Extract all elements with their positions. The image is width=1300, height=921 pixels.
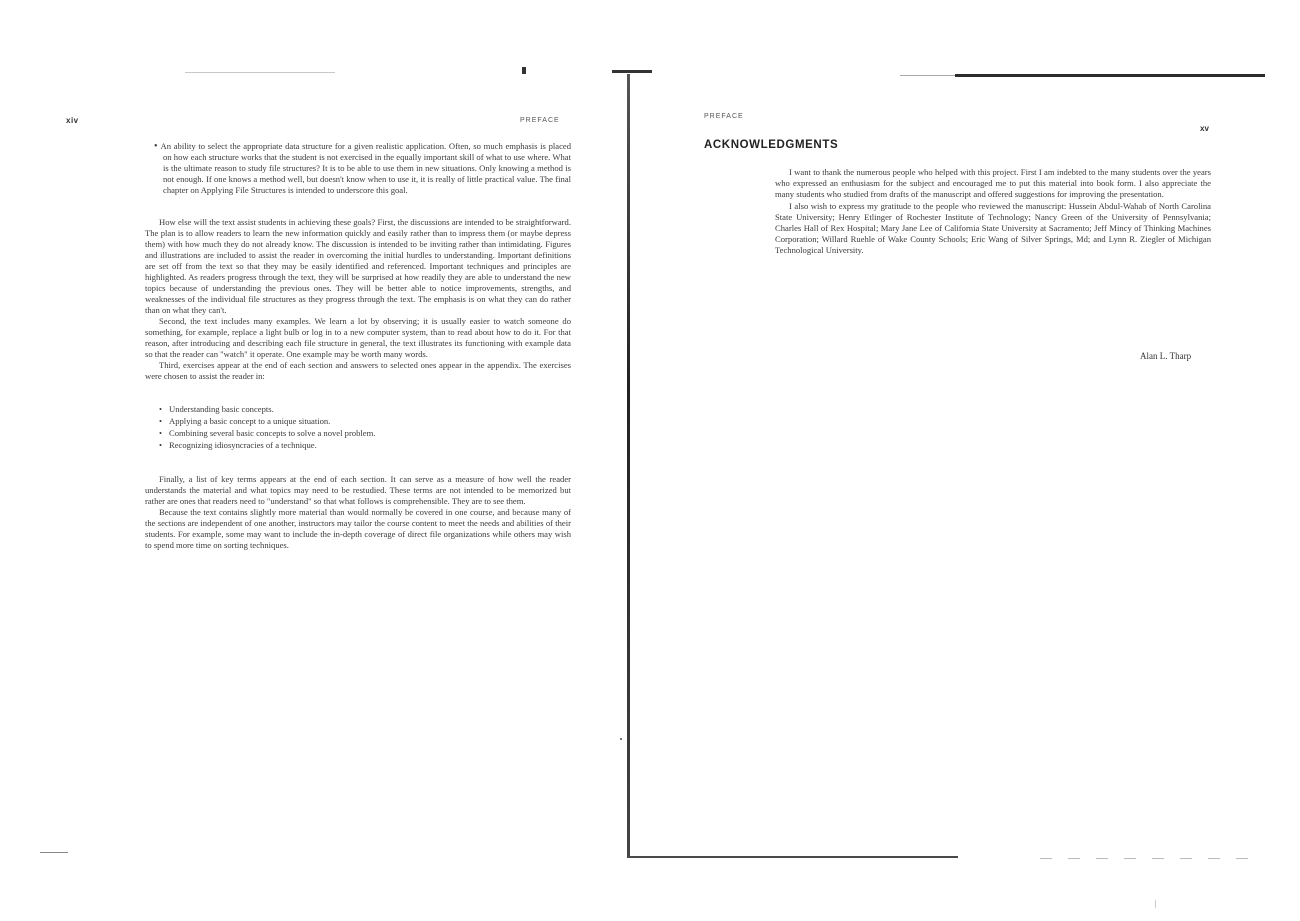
- gutter-spine: [627, 74, 630, 858]
- list-item: • Combining several basic concepts to solve a novel problem.: [159, 427, 571, 439]
- bullet-paragraph: [154, 141, 571, 196]
- scan-rule-top-right: [955, 74, 1265, 77]
- body-paragraph: Finally, a list of key terms appears at the end of each section. It can serve as a measure of how well the reader understands the material and what topics may need to be restudied. These terms are not intended to be memorized but rather are ones that readers need to "understand" so that what follows is comprehensible. They are to see them.: [145, 474, 571, 506]
- left-page-body: [145, 141, 571, 551]
- body-paragraph: Because the text contains slightly more material than would normally be covered in one course, and because many of the sections are independent of one another, instructors may tailor the course content to meet the needs and abilities of their students. For example, some may want to include the in-depth coverage of direct file organizations while others may wish to spend more time on sorting techniques.: [145, 507, 571, 550]
- scan-mark-edge: [1155, 900, 1156, 908]
- gutter-bottom-rule: [628, 856, 958, 858]
- running-head-right: PREFACE: [704, 113, 744, 120]
- scan-mark-bottom-right: [1040, 858, 1250, 859]
- body-paragraph: I want to thank the numerous people who helped with this project. First I am indebted to the many students over the years who expressed an enthusiasm for the subject and encouraged me to put this material into book form. I also appreciate the many students who studied from drafts of the manuscript and offered suggestions for improving the presentation.: [775, 167, 1211, 200]
- body-paragraph: Third, exercises appear at the end of each section and answers to selected ones appear in the appendix. The exercises were chosen to assist the reader in:: [145, 360, 571, 381]
- gutter-top-rule: [612, 70, 652, 73]
- list-item: • Recognizing idiosyncracies of a technique.: [159, 439, 571, 451]
- body-paragraph: How else will the text assist students in achieving these goals? First, the discussions are intended to be straightforward. The plan is to allow readers to learn the new information quickly and easily rather than to impress them (or maybe depress them) with how much they do not already know. The discussion is intended to be inviting rather than intimidating. Figures and illustrations are included to assist the reader in overcoming the initial hurdles to understanding. Important definitions are set off from the text so that they may be easily identified and referenced. Important techniques and principles are highlighted. As readers progress through the text, they will be surprised at how readily they are able to understand the new topics because of understanding the previous ones. They will be better able to notice improvements, strengths, and weaknesses of the individual file structures as they progress through the text. The emphasis is on what they can do rather than on what they can't.: [145, 217, 571, 315]
- right-page-body: [775, 167, 1211, 257]
- body-paragraph: I also wish to express my gratitude to the people who reviewed the manuscript: Hussein Abdul-Wahab of North Carolina State University; Henry Etlinger of Rochester Institute of Technology; Nancy Green of the University of Pennsylvania; Charles Hall of Rex Hospital; Mary Jane Lee of California State University at Sacramento; Jeff Mincy of Thinking Machines Corporation; Willard Ruehle of Wake County Schools; Eric Wang of Silver Springs, Md; and Lynn R. Ziegler of Michigan Technological University.: [775, 200, 1211, 256]
- scan-mark-bottom-left: [40, 852, 68, 853]
- list-item: • Applying a basic concept to a unique situation.: [159, 415, 571, 427]
- list-item: • Understanding basic concepts.: [159, 403, 571, 415]
- body-paragraph: Second, the text includes many examples. We learn a lot by observing; it is usually easier to watch someone do something, for example, replace a light bulb or log in to a new computer system, than to read about how to do it. For that reason, after introducing and describing each file structure in general, the text illustrates its functioning with example data so that the reader can "watch" it operate. One example may be worth many words.: [145, 316, 571, 359]
- scan-mark-top-left: [185, 72, 335, 73]
- author-signature: Alan L. Tharp: [1140, 351, 1192, 361]
- running-head-left: PREFACE: [520, 117, 560, 124]
- section-heading: ACKNOWLEDGMENTS: [704, 139, 839, 151]
- bullet-icon: •: [154, 141, 158, 152]
- scan-mark-top: [522, 67, 526, 74]
- scan-dot: [620, 738, 622, 740]
- page-number-right: xv: [1200, 124, 1209, 133]
- exercise-goals-list: [145, 403, 571, 451]
- scan-mark-top-right-faint: [900, 75, 960, 76]
- bullet-paragraph-text: An ability to select the appropriate data structure for a given realistic application. Often, so much emphasis is placed on how each structure works that the student is not exercised in the equally important skill of what to use where. What is the ultimate reason to study file structures? It is to be able to use them in new situations. Only knowing a method is not enough. If one knows a method well, but doesn't know when to use it, it is really of little practical value. The final chapter on Applying File Structures is intended to underscore this goal.: [160, 141, 571, 195]
- page-number-left: xiv: [66, 116, 79, 125]
